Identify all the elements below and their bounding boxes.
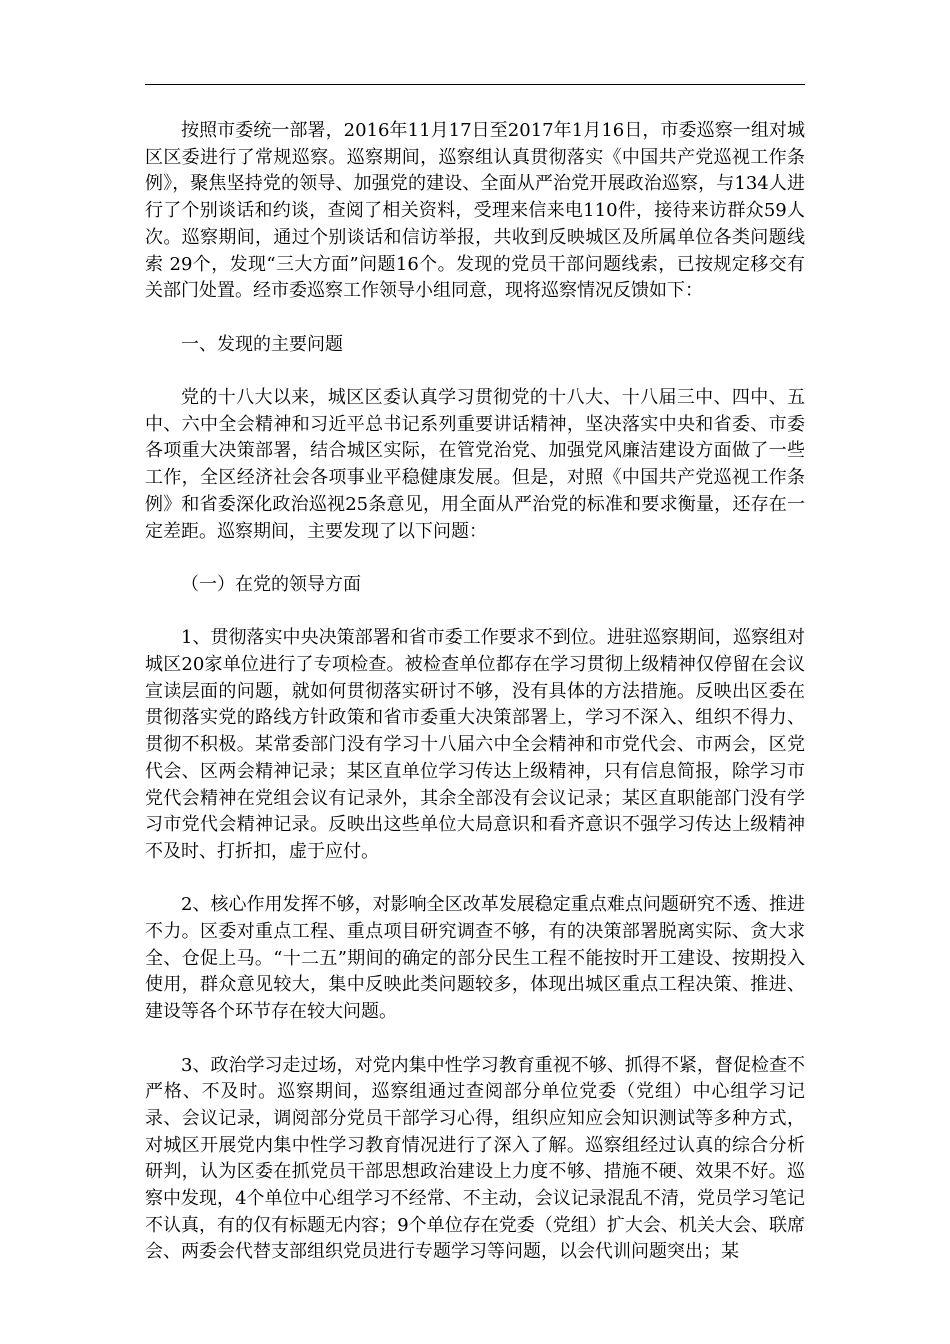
section-heading-main-problems: 一、发现的主要问题 (181, 333, 343, 355)
subsection-heading-party-leadership: （一）在党的领导方面 (181, 573, 361, 595)
header-rule (145, 84, 805, 85)
overview-paragraph: 党的十八大以来，城区区委认真学习贯彻党的十八大、十八届三中、四中、五中、六中全会精神和习近平总书记系列重要讲话精神，坚决落实中央和省委、市委各项重大决策部署，结合城区实际，在管党治党、加强党风廉洁建设方面做了一些工作，全区经济社会各项事业平稳健康发展。但是，对照《中国共产党巡视工作条例》和省委深化政治巡视25条意见，用全面从严治党的标准和要求衡量，还存在一定差距。巡察期间，主要发现了以下问题： (145, 387, 805, 542)
document-body (145, 118, 805, 1266)
problem-paragraph-1: 1、贯彻落实中央决策部署和省市委工作要求不到位。进驻巡察期间，巡察组对城区20家单位进行了专项检查。被检查单位都存在学习贯彻上级精神仅停留在会议宣读层面的问题，就如何贯彻落实研讨不够，没有具体的方法措施。反映出区委在贯彻落实党的路线方针政策和省市委重大决策部署上，学习不深入、组织不得力、贯彻不积极。某常委部门没有学习十八届六中全会精神和市党代会、市两会，区党代会、区两会精神记录；某区直单位学习传达上级精神，只有信息简报，除学习市党代会精神在党组会议有记录外，其余全部没有会议记录；某区直职能部门没有学习市党代会精神记录。反映出这些单位大局意识和看齐意识不强学习传达上级精神不及时、打折扣，虚于应付。 (145, 627, 805, 862)
problem-paragraph-3: 3、政治学习走过场，对党内集中性学习教育重视不够、抓得不紧，督促检查不严格、不及时。巡察期间，巡察组通过查阅部分单位党委（党组）中心组学习记录、会议记录，调阅部分党员干部学习心得，组织应知应会知识测试等多种方式，对城区开展党内集中性学习教育情况进行了深入了解。巡察组经过认真的综合分析研判，认为区委在抓党员干部思想政治建设上力度不够、措施不硬、效果不好。巡察中发现，4个单位中心组学习不经常、不主动，会议记录混乱不清，党员学习笔记不认真，有的仅有标题无内容；9个单位存在党委（党组）扩大会、机关大会、联席会、两委会代替支部组织党员进行专题学习等问题，以会代训问题突出；某 (145, 1054, 805, 1263)
intro-paragraph: 按照市委统一部署，2016年11月17日至2017年1月16日，市委巡察一组对城区区委进行了常规巡察。巡察期间，巡察组认真贯彻落实《中国共产党巡视工作条例》，聚焦坚持党的领导、加强党的建设、全面从严治党开展政治巡察，与134人进行了个别谈话和约谈，查阅了相关资料，受理来信来电110件，接待来访群众59人次。巡察期间，通过个别谈话和信访举报，共收到反映城区及所属单位各类问题线索 29个，发现“三大方面”问题16个。发现的党员干部问题线索，已按规定移交有关部门处置。经市委巡察工作领导小组同意，现将巡察情况反馈如下： (145, 120, 805, 302)
problem-paragraph-2: 2、核心作用发挥不够，对影响全区改革发展稳定重点难点问题研究不透、推进不力。区委对重点工程、重点项目研究调查不够，有的决策部署脱离实际、贪大求全、仓促上马。“十二五”期间的确定的部分民生工程不能按时开工建设、按期投入使用，群众意见较大，集中反映此类问题较多，体现出城区重点工程决策、推进、建设等各个环节存在较大问题。 (145, 894, 805, 1023)
